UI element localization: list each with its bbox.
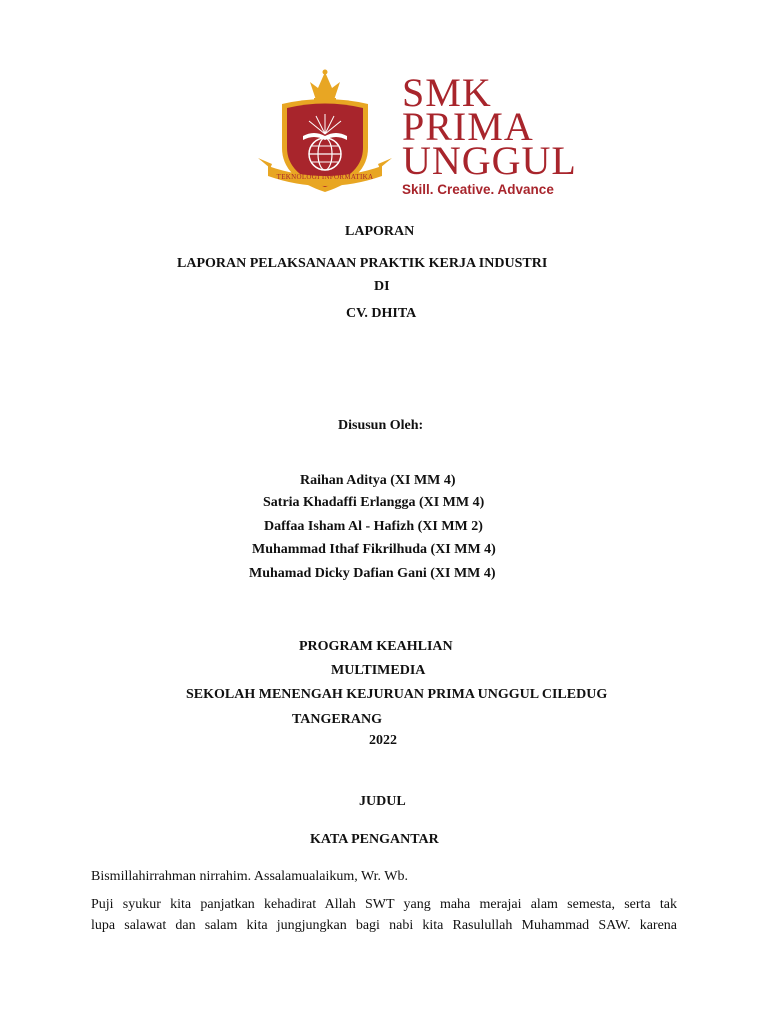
section-judul: JUDUL: [359, 794, 406, 809]
cover-title-line3: CV. DHITA: [346, 306, 417, 321]
author-2: Satria Khadaffi Erlangga (XI MM 4): [263, 495, 485, 510]
year-label: 2022: [369, 733, 397, 748]
author-3: Daffaa Isham Al - Hafizh (XI MM 2): [264, 519, 483, 534]
banner-text: TEKNOLOGI INFORMATIKA: [276, 173, 374, 181]
major-label: MULTIMEDIA: [331, 663, 426, 678]
author-4: Muhammad Ithaf Fikrilhuda (XI MM 4): [252, 542, 496, 557]
logo-wordmark: [402, 70, 577, 197]
crown-icon: [310, 70, 340, 103]
program-label: PROGRAM KEAHLIAN: [299, 639, 453, 654]
author-5: Muhamad Dicky Dafian Gani (XI MM 4): [249, 566, 496, 581]
author-1: Raihan Aditya (XI MM 4): [300, 473, 456, 488]
logo-line-smk: SMK: [402, 70, 492, 115]
compiled-by: Disusun Oleh:: [338, 418, 424, 433]
paragraph-greeting: Bismillahirrahman nirrahim. Assalamualaikum, Wr. Wb.: [91, 869, 408, 884]
paragraph-line-1: Puji syukur kita panjatkan kehadirat Allah SWT yang maha merajai alam semesta, serta tak: [91, 897, 677, 912]
city-label: TANGERANG: [292, 712, 382, 727]
paragraph-line-2: lupa salawat dan salam kita jungjungkan bagi nabi kita Rasulullah Muhammad SAW. karena: [91, 918, 677, 933]
logo-tagline: Skill. Creative. Advance: [402, 182, 554, 197]
cover-heading: LAPORAN: [345, 224, 415, 239]
logo-line-unggul: UNGGUL: [402, 138, 577, 183]
cover-title-line1: LAPORAN PELAKSANAAN PRAKTIK KERJA INDUSTRI: [177, 256, 548, 271]
cover-title-line2: DI: [374, 279, 390, 294]
section-kata-pengantar: KATA PENGANTAR: [310, 832, 439, 847]
school-name: SEKOLAH MENENGAH KEJURUAN PRIMA UNGGUL CILEDUG: [186, 687, 608, 702]
logo-line-prima: PRIMA: [402, 104, 534, 149]
